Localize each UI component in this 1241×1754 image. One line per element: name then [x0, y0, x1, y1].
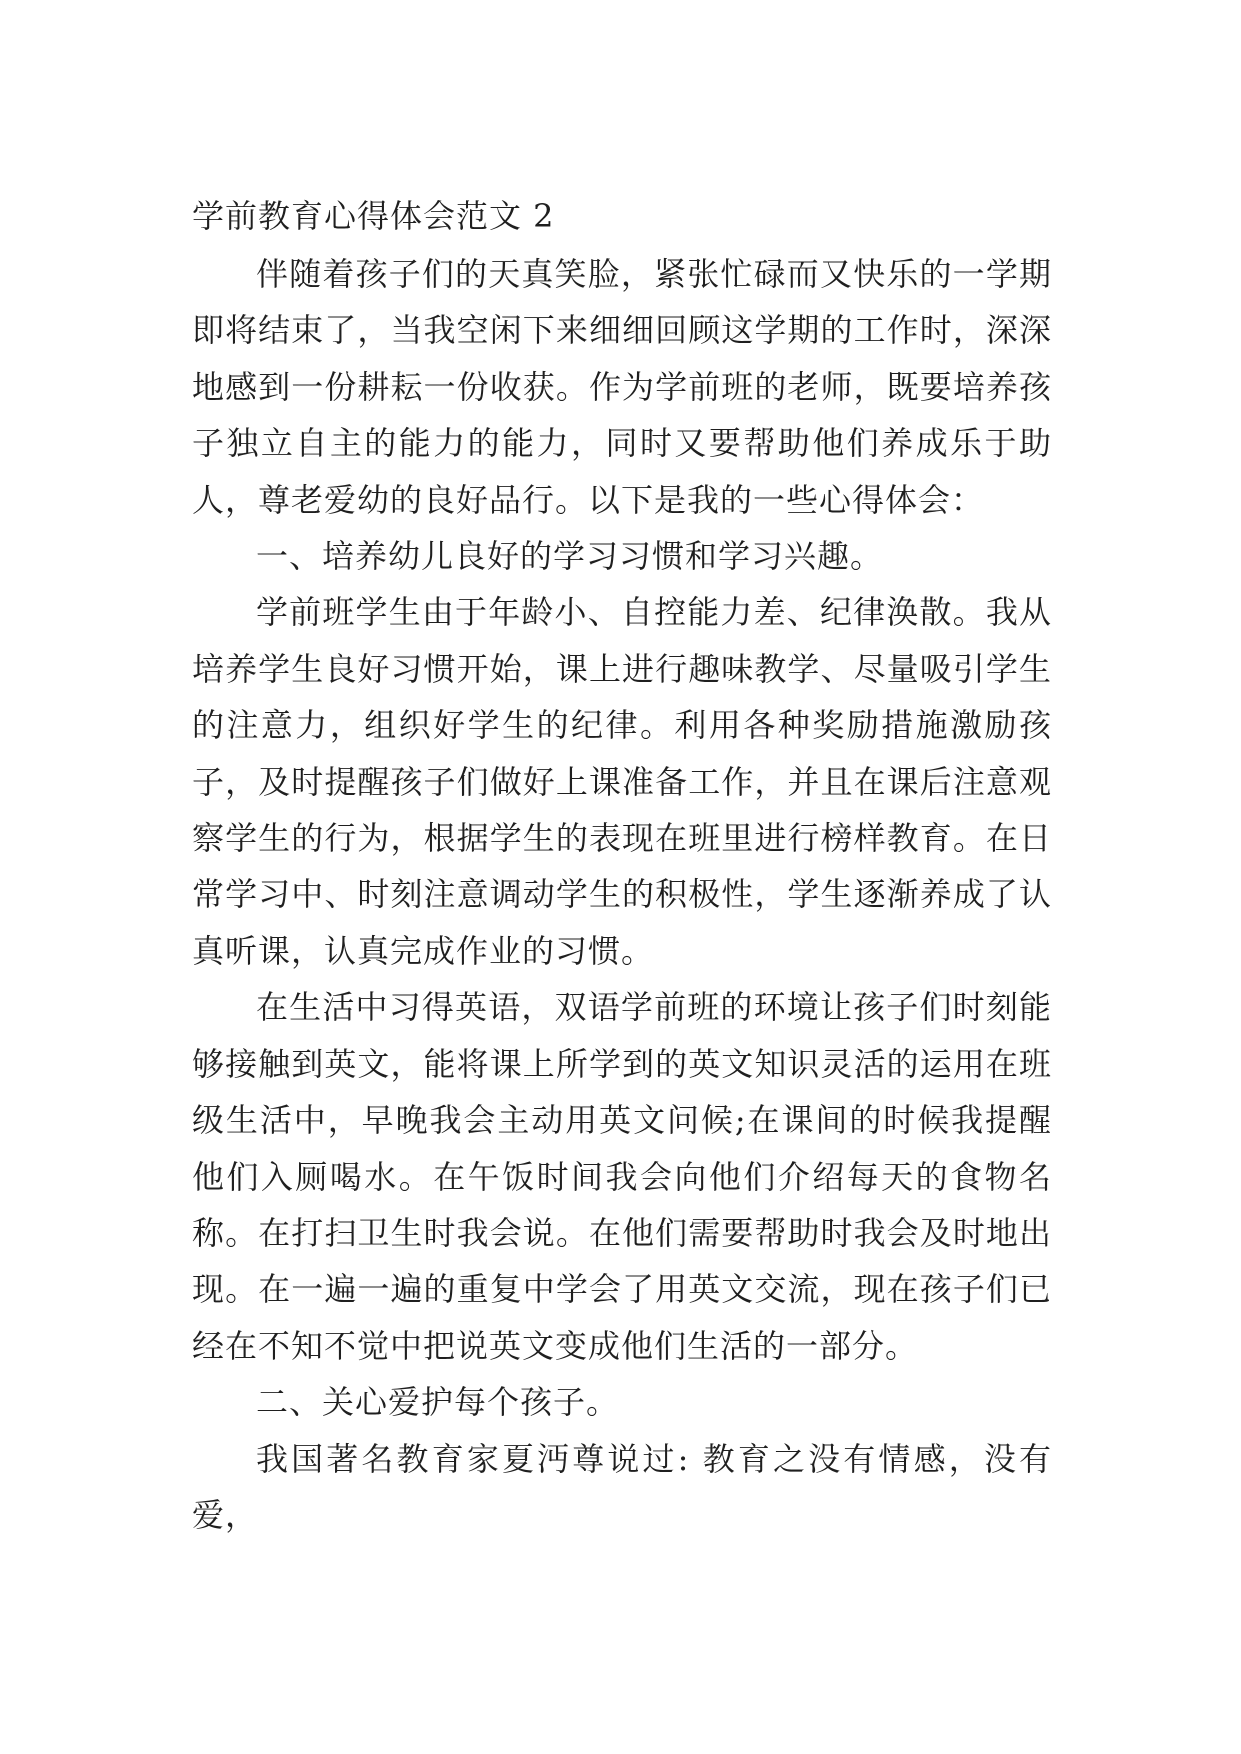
paragraph-habits: 学前班学生由于年龄小、自控能力差、纪律涣散。我从培养学生良好习惯开始，课上进行趣味教学、尽量吸引学生的注意力，组织好学生的纪律。利用各种奖励措施激励孩子，及时提醒孩子们做好上课准备工作，并且在课后注意观察学生的行为，根据学生的表现在班里进行榜样教育。在日常学习中、时刻注意调动学生的积极性，学生逐渐养成了认真听课，认真完成作业的习惯。: [192, 593, 1052, 970]
paragraph-care: 我国著名教育家夏沔尊说过: 教育之没有情感，没有爱，: [192, 1439, 1052, 1534]
document-title: 学前教育心得体会范文 2: [192, 197, 555, 235]
document-body: [192, 188, 1052, 1543]
section-heading-2: 二、关心爱护每个孩子。: [256, 1383, 620, 1422]
paragraph-intro: 伴随着孩子们的天真笑脸，紧张忙碌而又快乐的一学期即将结束了，当我空闲下来细细回顾这学期的工作时，深深地感到一份耕耘一份收获。作为学前班的老师，既要培养孩子独立自主的能力的能力，同时又要帮助他们养成乐于助人，尊老爱幼的良好品行。以下是我的一些心得体会：: [192, 255, 1052, 519]
paragraph-english: 在生活中习得英语，双语学前班的环境让孩子们时刻能够接触到英文，能将课上所学到的英文知识灵活的运用在班级生活中，早晚我会主动用英文问候;在课间的时候我提醒他们入厕喝水。在午饭时间我会向他们介绍每天的食物名称。在打扫卫生时我会说。在他们需要帮助时我会及时地出现。在一遍一遍的重复中学会了用英文交流，现在孩子们已经在不知不觉中把说英文变成他们生活的一部分。: [192, 988, 1052, 1365]
section-heading-1: 一、培养幼儿良好的学习习惯和学习兴趣。: [256, 537, 884, 576]
